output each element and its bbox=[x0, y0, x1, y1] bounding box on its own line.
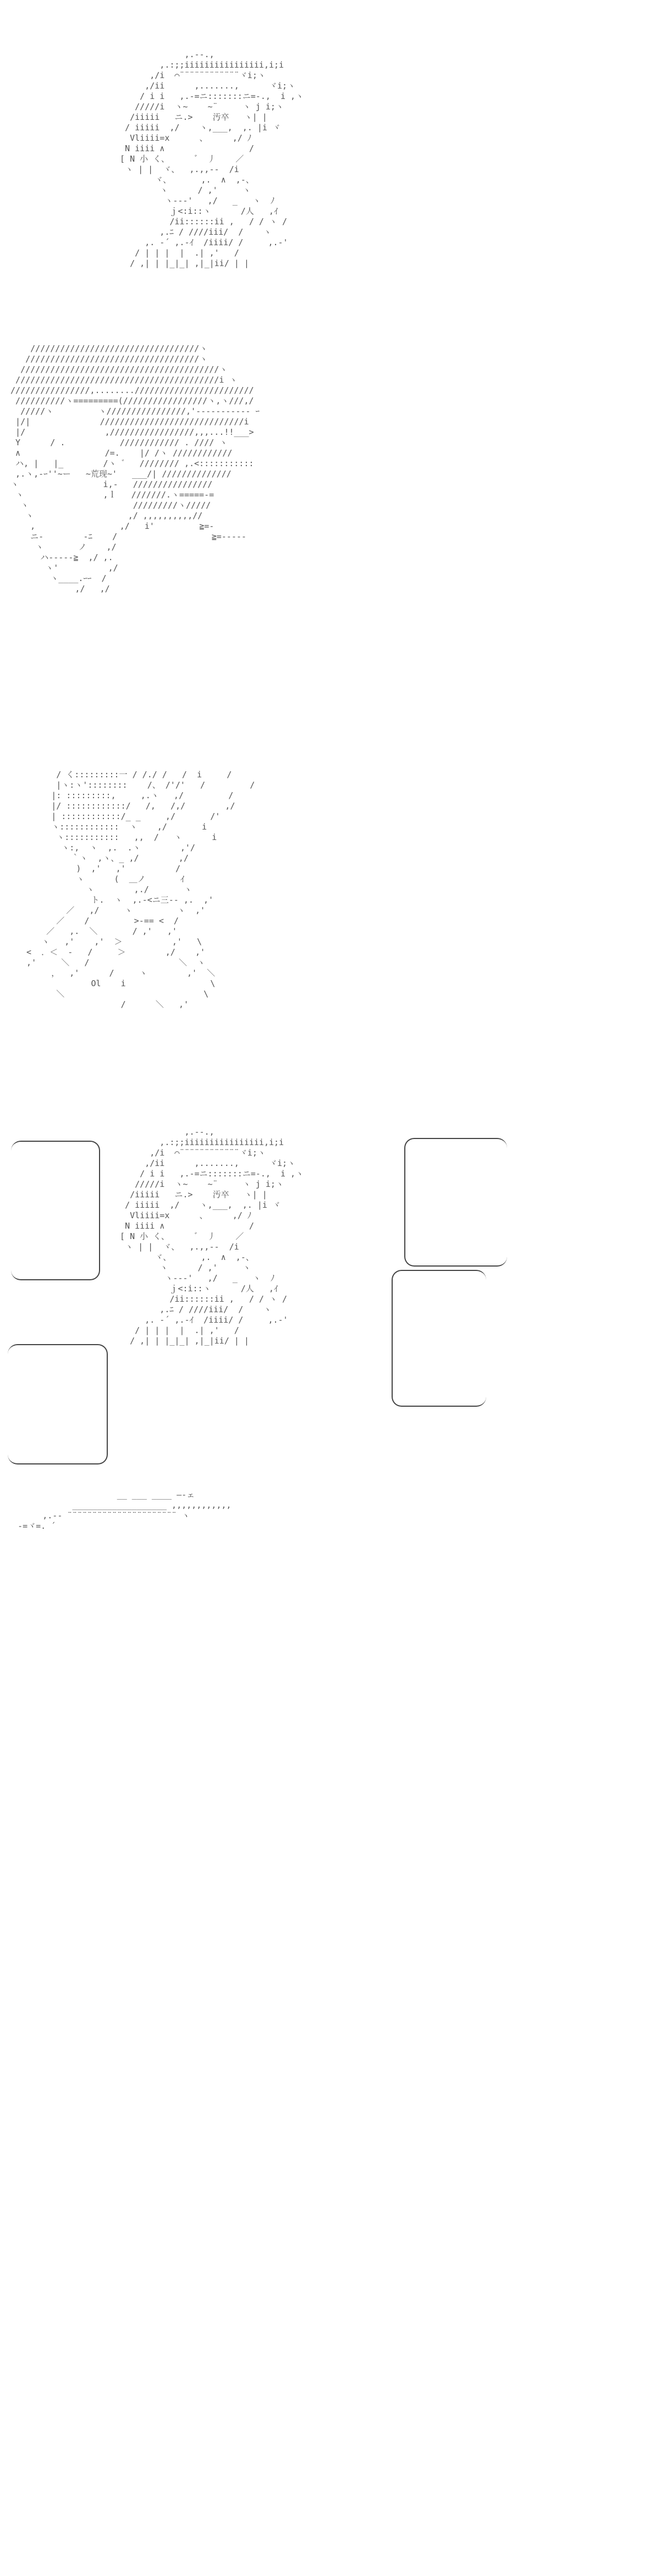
speech-bracket bbox=[11, 1141, 100, 1280]
ascii-art-figure: ,.--., ,.:;;iiiiiiiiiiiiiiii,i;i ,/i ⌒¨¨¨¨¨¨¨¨¨¨¨¨ヾi;ヽ ,/ii ,......., ヾi;ヽ / i i ,.-=ニ:::::::ニ=-., i ,ヽ /////i ヽ~ ~¨ ヽ j i;ヽ /iiiii ニ.> 汚卒 ヽ| | / iiiii ,/ ヽ,___, ,. |i ヾ Vliiii=x 、 ,/ ﾉ N iiii ∧ / [ N 小 く、 ゛ 丿 ／ ヽ | | ヾ、 ,.,,-- /i ヾ、 ,. ∧ ,-、 ヽ / ,' ヽ ヽ---' ,/ _ ヽ ﾉ ｊ<:i::ヽ /人 ,ｲ /ii::::::ii , / / ヽ / ,.ﾆ / ////iii/ / ヽ ,. -´ ,.-ｲ /iiii/ / ,.-' / | | | | .| ,' / / ,| | |_|_| ,|_|ii/ | | bbox=[120, 1127, 304, 1346]
dialogue-6334 bbox=[308, 892, 369, 1172]
speech-bracket bbox=[392, 1270, 486, 1407]
dialogue-6332 bbox=[336, 120, 369, 202]
ascii-art-figure: //////////////////////////////////ヽ ///////////////////////////////////ヽ ////////////////////////////////////////ヽ /////////////////////////////////////////i ヽ ////////////////,........//////////////////////// //////////ヽ=========(/////////////////ヽ,ヽ///,/ /////ヽ ヽ////////////////,'----------- ｰ |/| /////////////////////////////i |/ ,/////////////////,,,...!!___> Y / . //////////// . //// ヽ ∧ /=. |/ /ヽ //////////// ハ, | |_ /ヽ ゛ //////// ,.<::::::::::: ,.ヽ,-ｰ''~ー ~荒现~' ___/| ////////////// ヽ i,- //////////////// ヽ ,ｌ ///////.ヽ=====-= ヽ /////////ヽ///// ヽ ,/ ,,,,,,,,,,// , ,/ i' ≧=- ニ- -ﾆ / ≧=----- ヽ ノ ,/ ハ-----≧ ,/ ,. ヽ' ,/ ヽ____.ｰｰ / ,/ ,/ bbox=[10, 344, 260, 594]
ascii-art-figure: / く:::::::::一 / /./ / / i / |ヽ:ヽ':::::::: /、 /'/' / / |: :::::::::, ,.ヽ ,/ / |/ ::::::::::::/ /, /,/ ,/ | ::::::::::::/_ _ ,/ /' ヽ:::::::::::: ヽ ,/ i ヽ::::::::::: ,, / ヽ i ヽ:, ヽ ,. .ヽ ,'/ ｀ヽ ,ヽ、_ ,/ ,/ ) ,' ,' / ヽ ( ＿ノ ｲ ヽ ,./ ヽ ト. ヽ ,.-<ニ三-- ,. ,' ／ ,/ ヽ ヽ ,' ／ / >-== < / ／ ,. ＼ / ,' ,' ヽ ,' ,' ＞ ,' \ < ．＜ - / ＞ ,/ ,' ,' ＼ / ＼ ヽ ， ,' / ヽ ,' ＼ Ol i \ ＼ \ / ＼ ,' bbox=[26, 770, 255, 1009]
ascii-art-figure: __ ___ ____ ―-ェ ___________________ ,,,,,,,,,,,, ,.-‐ ¨¨¨¨¨¨¨¨¨¨¨¨¨¨¨¨¨¨¨¨¨¨ ヽ -=ヾ=. ´ bbox=[18, 1490, 232, 1531]
dialogue-6333 bbox=[413, 445, 440, 561]
speech-bracket bbox=[404, 1138, 507, 1267]
ascii-art-figure: ,.--., ,.:;;iiiiiiiiiiiiiiii,i;i ,/i ⌒¨¨¨¨¨¨¨¨¨¨¨¨ヾi;ヽ ,/ii ,......., ヾi;ヽ / i i ,.-=ニ:::::::ニ=-., i ,ヽ /////i ヽ~ ~¨ ヽ j i;ヽ /iiiii ニ.> 汚卒 ヽ| | / iiiii ,/ ヽ,___, ,. |i ヾ Vliiii=x 、 ,/ ﾉ N iiii ∧ / [ N 小 く、 ゛ 丿 ／ ヽ | | ヾ、 ,.,,-- /i ヾ、 ,. ∧ ,-、 ヽ / ,' ヽ ヽ---' ,/ _ ヽ ﾉ ｊ<:i::ヽ /人 ,ｲ /ii::::::ii , / / ヽ / ,.ﾆ / ////iii/ / ヽ ,. -´ ,.-ｲ /iiii/ / ,.-' / | | | | .| ,' / / ,| | |_|_| ,|_|ii/ | | bbox=[120, 49, 304, 268]
speech-bracket bbox=[8, 1344, 108, 1464]
